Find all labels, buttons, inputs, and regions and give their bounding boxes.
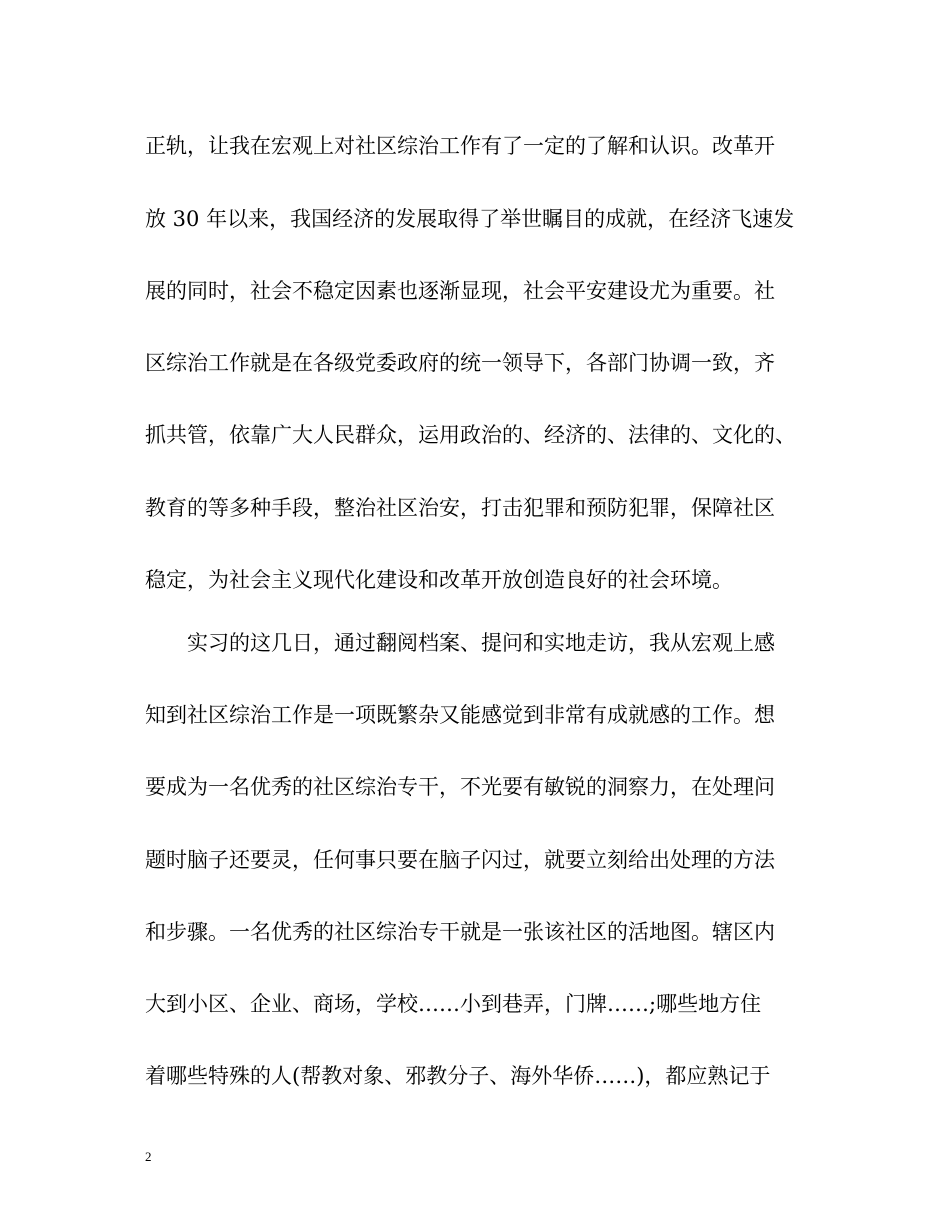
text-line-4: 区综治工作就是在各级党委政府的统一领导下，各部门协调一致，齐	[145, 351, 775, 375]
text-line-9: 知到社区综治工作是一项既繁杂又能感觉到非常有成就感的工作。想	[145, 703, 775, 727]
text-line-6: 教育的等多种手段，整治社区治安，打击犯罪和预防犯罪，保障社区	[145, 496, 775, 520]
text-line-12: 和步骤。一名优秀的社区综治专干就是一张该社区的活地图。辖区内	[145, 920, 775, 944]
text-line-2: 放 30 年以来，我国经济的发展取得了举世瞩目的成就，在经济飞速发	[145, 207, 795, 231]
text-line-1: 正轨，让我在宏观上对社区综治工作有了一定的了解和认识。改革开	[145, 134, 775, 158]
text-line-5: 抓共管，依靠广大人民群众，运用政治的、经济的、法律的、文化的、	[145, 423, 796, 447]
text-line-14: 着哪些特殊的人(帮教对象、邪教分子、海外华侨……)，都应熟记于	[145, 1064, 771, 1088]
text-line-10: 要成为一名优秀的社区综治专干，不光要有敏锐的洞察力，在处理问	[145, 775, 775, 799]
text-line-7: 稳定，为社会主义现代化建设和改革开放创造良好的社会环境。	[145, 568, 733, 592]
text-line-13: 大到小区、企业、商场，学校……小到巷弄，门牌……;哪些地方住	[145, 992, 762, 1016]
text-line-3: 展的同时，社会不稳定因素也逐渐显现，社会平安建设尤为重要。社	[145, 279, 775, 303]
text-line-11: 题时脑子还要灵，任何事只要在脑子闪过，就要立刻给出处理的方法	[145, 848, 775, 872]
page-number: 2	[145, 1149, 152, 1164]
paragraph-start-line: 实习的这几日，通过翻阅档案、提问和实地走访，我从宏观上感	[187, 631, 775, 655]
